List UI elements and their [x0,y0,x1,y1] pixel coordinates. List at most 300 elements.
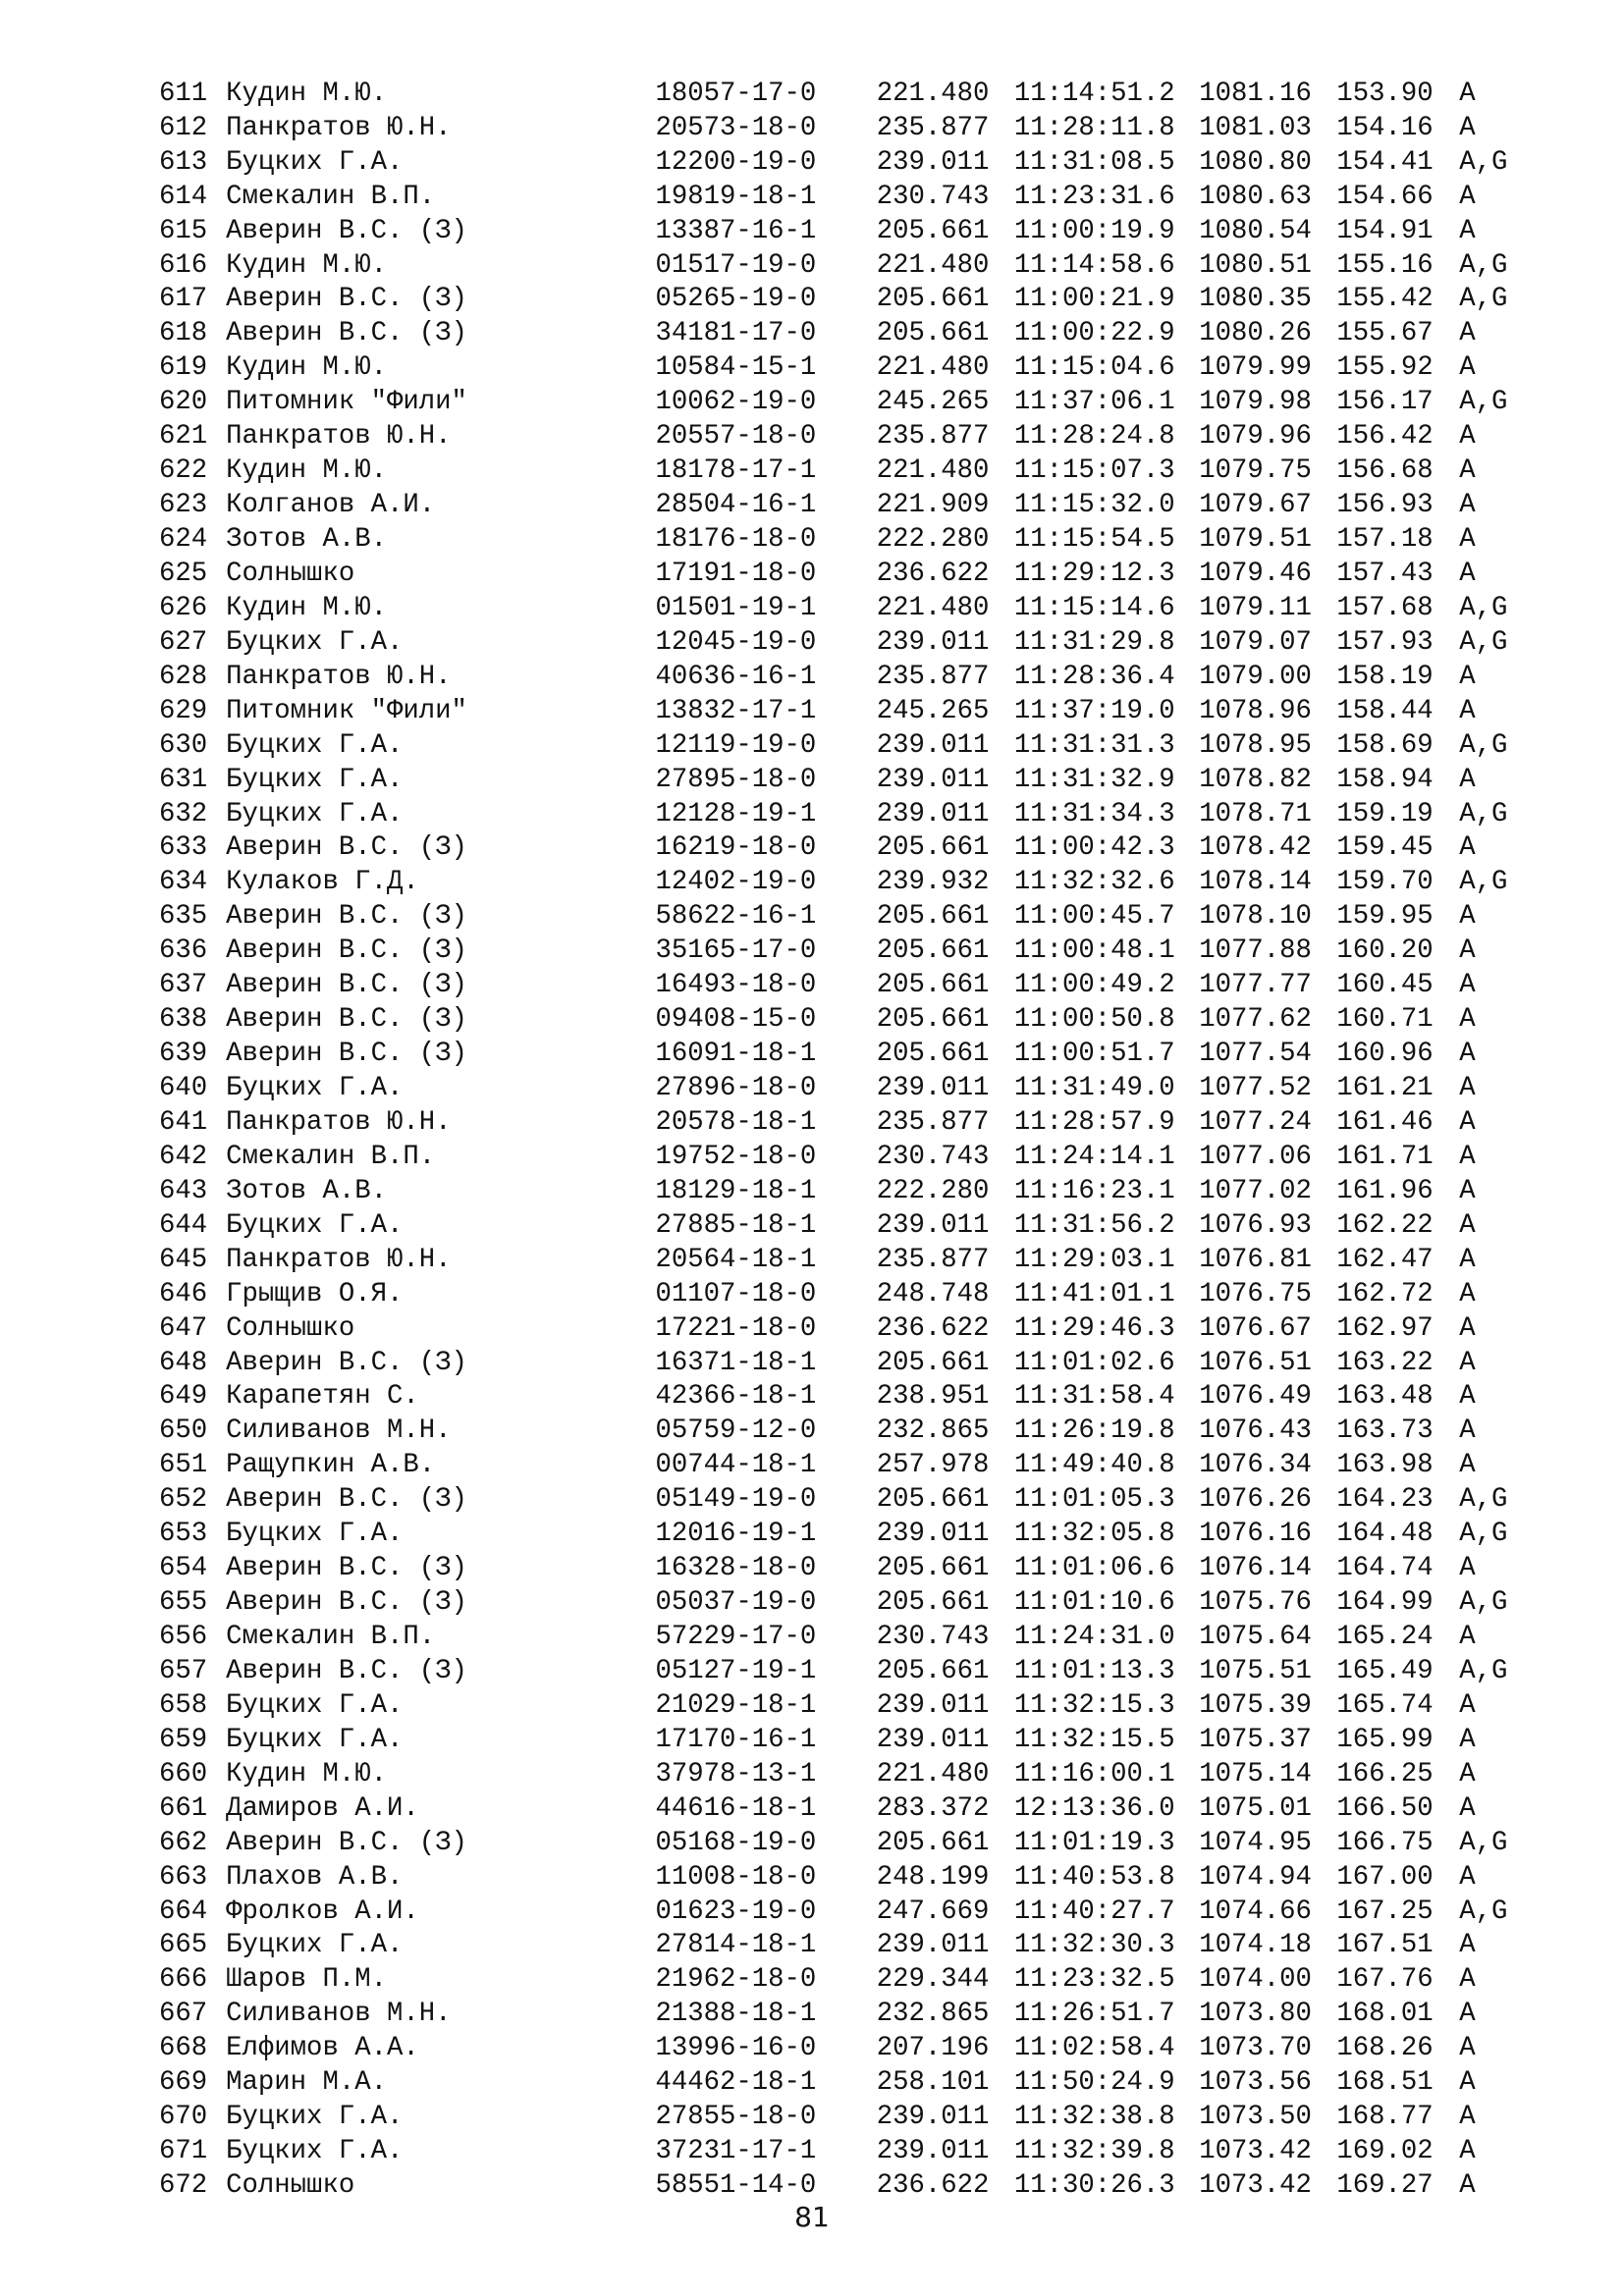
flags: A [1459,764,1476,795]
arrival-time: 11:31:49.0 [1013,1073,1175,1103]
ring-number: 58622-16-1 [655,901,817,933]
row-number: 669 [159,2067,208,2099]
flags: A [1459,1553,1476,1584]
flags: A,G [1459,1827,1508,1858]
distance: 205.661 [876,1587,990,1619]
arrival-time: 11:29:03.1 [1013,1244,1175,1275]
speed: 1076.34 [1199,1450,1312,1481]
list-item [159,1037,1534,1071]
row-number: 631 [159,764,208,795]
owner-name: Буцких Г.А. [226,1073,404,1103]
flags: A [1459,558,1476,589]
ring-number: 13996-16-0 [655,2033,817,2064]
speed: 1081.03 [1199,112,1312,143]
arrival-time: 11:31:56.2 [1013,1209,1175,1241]
distance: 222.280 [876,1175,990,1206]
distance: 221.480 [876,455,990,487]
coefficient: 155.42 [1336,284,1434,315]
flags: A [1459,455,1476,487]
speed: 1076.43 [1199,1415,1312,1447]
row-number: 636 [159,935,208,967]
speed: 1073.80 [1199,1999,1312,2030]
row-number: 640 [159,1073,208,1103]
flags: A [1459,1999,1476,2030]
coefficient: 154.66 [1336,181,1434,212]
arrival-time: 11:00:19.9 [1013,215,1175,246]
arrival-time: 11:00:42.3 [1013,832,1175,864]
ring-number: 17221-18-0 [655,1312,817,1344]
speed: 1076.49 [1199,1381,1312,1413]
flags: A,G [1459,284,1508,315]
list-item [159,660,1534,694]
owner-name: Солнышко [226,1312,355,1344]
arrival-time: 11:15:14.6 [1013,592,1175,623]
ring-number: 18176-18-0 [655,524,817,555]
row-number: 611 [159,78,208,109]
owner-name: Елфимов А.А. [226,2033,419,2064]
coefficient: 164.48 [1336,1519,1434,1550]
row-number: 670 [159,2102,208,2133]
owner-name: Зотов А.В. [226,524,387,555]
owner-name: Аверин В.С. (З) [226,901,467,933]
owner-name: Буцких Г.А. [226,1689,404,1721]
owner-name: Колганов А.И. [226,490,436,521]
owner-name: Буцких Г.А. [226,626,404,658]
ring-number: 42366-18-1 [655,1381,817,1413]
flags: A [1459,832,1476,864]
flags: A,G [1459,626,1508,658]
speed: 1080.54 [1199,215,1312,246]
list-item [159,1071,1534,1105]
ring-number: 58551-14-0 [655,2170,817,2201]
row-number: 621 [159,421,208,453]
distance: 236.622 [876,1312,990,1344]
speed: 1074.00 [1199,1964,1312,1996]
speed: 1079.99 [1199,352,1312,384]
ring-number: 16091-18-1 [655,1039,817,1070]
distance: 239.011 [876,626,990,658]
speed: 1081.16 [1199,78,1312,109]
flags: A [1459,1792,1476,1824]
ring-number: 27814-18-1 [655,1930,817,1961]
flags: A [1459,2102,1476,2133]
flags: A [1459,1004,1476,1036]
ring-number: 40636-16-1 [655,661,817,692]
speed: 1078.10 [1199,901,1312,933]
list-item [159,1688,1534,1723]
coefficient: 158.69 [1336,729,1434,761]
row-number: 644 [159,1209,208,1241]
ring-number: 12119-19-0 [655,729,817,761]
coefficient: 167.51 [1336,1930,1434,1961]
distance: 236.622 [876,558,990,589]
speed: 1078.95 [1199,729,1312,761]
owner-name: Буцких Г.А. [226,1519,404,1550]
coefficient: 163.22 [1336,1347,1434,1378]
arrival-time: 11:32:05.8 [1013,1519,1175,1550]
distance: 235.877 [876,421,990,453]
ring-number: 20557-18-0 [655,421,817,453]
row-number: 637 [159,970,208,1001]
speed: 1077.52 [1199,1073,1312,1103]
coefficient: 165.49 [1336,1655,1434,1686]
list-item [159,1517,1534,1551]
owner-name: Аверин В.С. (З) [226,1827,467,1858]
distance: 205.661 [876,1347,990,1378]
list-item [159,488,1534,522]
row-number: 666 [159,1964,208,1996]
owner-name: Аверин В.С. (З) [226,1347,467,1378]
row-number: 619 [159,352,208,384]
arrival-time: 11:01:06.6 [1013,1553,1175,1584]
ring-number: 16328-18-0 [655,1553,817,1584]
arrival-time: 11:50:24.9 [1013,2067,1175,2099]
distance: 221.480 [876,78,990,109]
list-item [159,180,1534,214]
arrival-time: 11:00:22.9 [1013,318,1175,349]
speed: 1080.80 [1199,146,1312,178]
ring-number: 37978-13-1 [655,1758,817,1789]
coefficient: 163.98 [1336,1450,1434,1481]
list-item [159,1415,1534,1449]
distance: 205.661 [876,1553,990,1584]
arrival-time: 11:30:26.3 [1013,2170,1175,2201]
owner-name: Буцких Г.А. [226,1209,404,1241]
coefficient: 155.16 [1336,249,1434,281]
ring-number: 16371-18-1 [655,1347,817,1378]
arrival-time: 11:31:08.5 [1013,146,1175,178]
ring-number: 20578-18-1 [655,1106,817,1138]
arrival-time: 11:37:06.1 [1013,387,1175,418]
arrival-time: 11:23:32.5 [1013,1964,1175,1996]
distance: 235.877 [876,1244,990,1275]
distance: 221.480 [876,1758,990,1789]
list-item [159,145,1534,180]
speed: 1075.64 [1199,1622,1312,1652]
arrival-time: 11:16:23.1 [1013,1175,1175,1206]
speed: 1077.62 [1199,1004,1312,1036]
row-number: 620 [159,387,208,418]
arrival-time: 11:14:51.2 [1013,78,1175,109]
list-item [159,831,1534,866]
distance: 245.265 [876,695,990,726]
owner-name: Буцких Г.А. [226,729,404,761]
owner-name: Панкратов Ю.Н. [226,1106,452,1138]
arrival-time: 11:16:00.1 [1013,1758,1175,1789]
flags: A [1459,112,1476,143]
list-item [159,1585,1534,1620]
owner-name: Ращупкин А.В. [226,1450,436,1481]
ring-number: 19819-18-1 [655,181,817,212]
owner-name: Питомник "Фили" [226,387,467,418]
distance: 221.480 [876,352,990,384]
speed: 1076.16 [1199,1519,1312,1550]
row-number: 660 [159,1758,208,1789]
row-number: 632 [159,798,208,829]
row-number: 634 [159,867,208,898]
distance: 239.011 [876,729,990,761]
row-number: 647 [159,1312,208,1344]
speed: 1074.94 [1199,1861,1312,1893]
distance: 205.661 [876,970,990,1001]
flags: A [1459,1415,1476,1447]
list-item [159,1346,1534,1380]
row-number: 665 [159,1930,208,1961]
flags: A [1459,1758,1476,1789]
distance: 248.199 [876,1861,990,1893]
coefficient: 165.99 [1336,1724,1434,1755]
list-item [159,1105,1534,1140]
flags: A,G [1459,729,1508,761]
speed: 1078.82 [1199,764,1312,795]
coefficient: 167.76 [1336,1964,1434,1996]
flags: A [1459,2067,1476,2099]
distance: 239.011 [876,1724,990,1755]
row-number: 616 [159,249,208,281]
arrival-time: 11:31:34.3 [1013,798,1175,829]
coefficient: 155.67 [1336,318,1434,349]
row-number: 628 [159,661,208,692]
speed: 1076.93 [1199,1209,1312,1241]
coefficient: 165.24 [1336,1622,1434,1652]
ring-number: 44462-18-1 [655,2067,817,2099]
distance: 239.011 [876,2136,990,2167]
ring-number: 12402-19-0 [655,867,817,898]
coefficient: 154.16 [1336,112,1434,143]
flags: A,G [1459,798,1508,829]
list-item [159,1929,1534,1963]
coefficient: 154.91 [1336,215,1434,246]
row-number: 662 [159,1827,208,1858]
flags: A [1459,1861,1476,1893]
row-number: 645 [159,1244,208,1275]
distance: 247.669 [876,1896,990,1927]
row-number: 667 [159,1999,208,2030]
arrival-time: 11:40:27.7 [1013,1896,1175,1927]
owner-name: Кудин М.Ю. [226,592,387,623]
owner-name: Аверин В.С. (З) [226,1587,467,1619]
list-item [159,557,1534,591]
row-number: 624 [159,524,208,555]
distance: 245.265 [876,387,990,418]
owner-name: Кудин М.Ю. [226,1758,387,1789]
speed: 1074.66 [1199,1896,1312,1927]
list-item [159,591,1534,625]
speed: 1073.42 [1199,2170,1312,2201]
row-number: 664 [159,1896,208,1927]
speed: 1078.96 [1199,695,1312,726]
owner-name: Буцких Г.А. [226,798,404,829]
flags: A [1459,970,1476,1001]
arrival-time: 11:01:02.6 [1013,1347,1175,1378]
owner-name: Буцких Г.А. [226,2102,404,2133]
row-number: 642 [159,1141,208,1172]
row-number: 652 [159,1484,208,1516]
ring-number: 11008-18-0 [655,1861,817,1893]
ring-number: 10062-19-0 [655,387,817,418]
coefficient: 162.97 [1336,1312,1434,1344]
owner-name: Аверин В.С. (З) [226,215,467,246]
row-number: 653 [159,1519,208,1550]
list-item [159,1243,1534,1277]
ring-number: 27855-18-0 [655,2102,817,2133]
ring-number: 21962-18-0 [655,1964,817,1996]
owner-name: Аверин В.С. (З) [226,970,467,1001]
row-number: 655 [159,1587,208,1619]
speed: 1080.26 [1199,318,1312,349]
list-item [159,797,1534,831]
coefficient: 160.71 [1336,1004,1434,1036]
distance: 239.011 [876,1519,990,1550]
owner-name: Солнышко [226,558,355,589]
flags: A [1459,1278,1476,1309]
flags: A [1459,1724,1476,1755]
distance: 205.661 [876,1004,990,1036]
owner-name: Смекалин В.П. [226,181,436,212]
arrival-time: 11:00:49.2 [1013,970,1175,1001]
row-number: 656 [159,1622,208,1652]
ring-number: 35165-17-0 [655,935,817,967]
distance: 238.951 [876,1381,990,1413]
flags: A [1459,78,1476,109]
speed: 1079.46 [1199,558,1312,589]
flags: A,G [1459,867,1508,898]
flags: A,G [1459,146,1508,178]
coefficient: 166.50 [1336,1792,1434,1824]
owner-name: Силиванов М.Н. [226,1999,452,2030]
list-item [159,968,1534,1002]
coefficient: 159.70 [1336,867,1434,898]
row-number: 622 [159,455,208,487]
coefficient: 156.93 [1336,490,1434,521]
speed: 1073.56 [1199,2067,1312,2099]
arrival-time: 11:26:19.8 [1013,1415,1175,1447]
coefficient: 168.01 [1336,1999,1434,2030]
distance: 239.011 [876,1209,990,1241]
ring-number: 09408-15-0 [655,1004,817,1036]
arrival-time: 11:24:14.1 [1013,1141,1175,1172]
list-item [159,2168,1534,2203]
distance: 221.480 [876,592,990,623]
speed: 1077.02 [1199,1175,1312,1206]
speed: 1077.24 [1199,1106,1312,1138]
arrival-time: 11:00:48.1 [1013,935,1175,967]
flags: A [1459,318,1476,349]
ring-number: 28504-16-1 [655,490,817,521]
arrival-time: 11:24:31.0 [1013,1622,1175,1652]
ring-number: 13387-16-1 [655,215,817,246]
owner-name: Кулаков Г.Д. [226,867,419,898]
speed: 1080.35 [1199,284,1312,315]
row-number: 646 [159,1278,208,1309]
ring-number: 27896-18-0 [655,1073,817,1103]
list-item [159,77,1534,111]
page-number: 81 [794,2201,830,2233]
speed: 1079.00 [1199,661,1312,692]
flags: A [1459,181,1476,212]
flags: A [1459,1175,1476,1206]
list-item [159,1860,1534,1895]
list-item [159,248,1534,283]
distance: 230.743 [876,181,990,212]
owner-name: Аверин В.С. (З) [226,1655,467,1686]
owner-name: Панкратов Ю.Н. [226,661,452,692]
flags: A [1459,1073,1476,1103]
arrival-time: 11:28:57.9 [1013,1106,1175,1138]
speed: 1077.06 [1199,1141,1312,1172]
ring-number: 12045-19-0 [655,626,817,658]
distance: 205.661 [876,1039,990,1070]
ring-number: 20573-18-0 [655,112,817,143]
owner-name: Аверин В.С. (З) [226,832,467,864]
flags: A [1459,2170,1476,2201]
ring-number: 16219-18-0 [655,832,817,864]
distance: 221.480 [876,249,990,281]
flags: A [1459,1450,1476,1481]
owner-name: Фролков А.И. [226,1896,419,1927]
distance: 239.011 [876,764,990,795]
flags: A [1459,1141,1476,1172]
list-item [159,454,1534,488]
coefficient: 160.96 [1336,1039,1434,1070]
owner-name: Силиванов М.Н. [226,1415,452,1447]
owner-name: Панкратов Ю.Н. [226,1244,452,1275]
arrival-time: 11:14:58.6 [1013,249,1175,281]
speed: 1076.67 [1199,1312,1312,1344]
owner-name: Кудин М.Ю. [226,249,387,281]
arrival-time: 11:26:51.7 [1013,1999,1175,2030]
coefficient: 153.90 [1336,78,1434,109]
coefficient: 156.17 [1336,387,1434,418]
speed: 1076.81 [1199,1244,1312,1275]
speed: 1074.18 [1199,1930,1312,1961]
flags: A [1459,1381,1476,1413]
speed: 1079.75 [1199,455,1312,487]
speed: 1074.95 [1199,1827,1312,1858]
ring-number: 27885-18-1 [655,1209,817,1241]
arrival-time: 11:32:38.8 [1013,2102,1175,2133]
row-number: 639 [159,1039,208,1070]
owner-name: Аверин В.С. (З) [226,1039,467,1070]
row-number: 630 [159,729,208,761]
flags: A,G [1459,249,1508,281]
distance: 230.743 [876,1622,990,1652]
speed: 1078.71 [1199,798,1312,829]
ring-number: 37231-17-1 [655,2136,817,2167]
row-number: 658 [159,1689,208,1721]
ring-number: 05149-19-0 [655,1484,817,1516]
speed: 1078.14 [1199,867,1312,898]
owner-name: Смекалин В.П. [226,1622,436,1652]
speed: 1076.75 [1199,1278,1312,1309]
coefficient: 169.02 [1336,2136,1434,2167]
flags: A [1459,490,1476,521]
ring-number: 12200-19-0 [655,146,817,178]
arrival-time: 11:01:10.6 [1013,1587,1175,1619]
ring-number: 10584-15-1 [655,352,817,384]
owner-name: Буцких Г.А. [226,146,404,178]
coefficient: 164.99 [1336,1587,1434,1619]
coefficient: 156.68 [1336,455,1434,487]
flags: A [1459,1930,1476,1961]
speed: 1080.51 [1199,249,1312,281]
distance: 205.661 [876,318,990,349]
ring-number: 34181-17-0 [655,318,817,349]
distance: 239.011 [876,1930,990,1961]
flags: A [1459,1209,1476,1241]
ring-number: 20564-18-1 [655,1244,817,1275]
speed: 1079.98 [1199,387,1312,418]
